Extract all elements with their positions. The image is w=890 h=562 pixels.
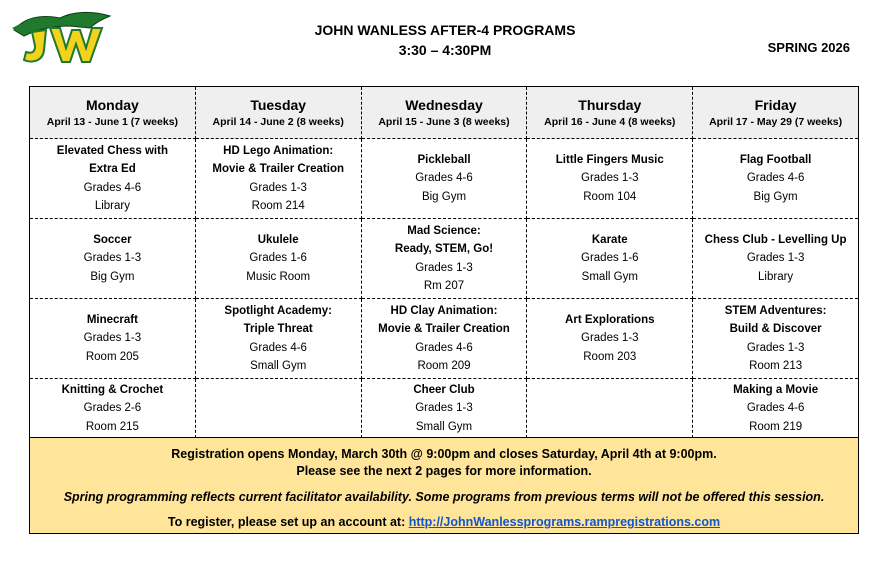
program-cell [361,139,527,219]
program-grades: Grades 4-6 [83,181,142,194]
program-room: Room 104 [583,190,637,203]
day-dates: April 14 - June 2 (8 weeks) [212,115,344,128]
program-grades: Grades 4-6 [746,402,805,415]
program-name: Flag Football [739,153,812,166]
day-dates: April 13 - June 1 (7 weeks) [46,115,179,128]
empty-cell [527,379,693,439]
program-name: Minecraft [86,313,138,326]
program-name: STEM Adventures: [724,304,827,317]
program-cell [527,299,693,379]
program-name: Karate [591,233,628,246]
program-room: Room 205 [85,350,139,363]
registration-notice [29,437,859,534]
table-row [30,379,859,439]
day-header-tuesday [195,87,361,139]
day-header-wednesday [361,87,527,139]
program-room: Library [758,270,794,283]
program-cell [693,219,859,299]
program-name: Mad Science: [407,224,481,237]
program-cell [361,379,527,439]
program-room: Big Gym [421,190,467,203]
title-line-1: JOHN WANLESS AFTER-4 PROGRAMS [314,22,576,38]
day-name: Thursday [578,96,642,113]
day-dates: April 16 - June 4 (8 weeks) [544,115,676,128]
program-name: Extra Ed [89,163,136,175]
program-grades: Grades 2-6 [83,402,142,415]
program-cell [693,379,859,439]
empty-cell [195,379,361,439]
program-cell [30,219,196,299]
program-room: Music Room [246,270,311,283]
program-room: Small Gym [581,270,638,283]
program-cell [527,219,693,299]
program-cell [195,139,361,219]
table-row [30,139,859,219]
program-cell [30,299,196,379]
program-cell [361,299,527,379]
program-grades: Grades 1-3 [415,261,473,274]
program-name: Art Explorations [565,313,655,326]
program-room: Small Gym [250,360,307,372]
program-cell [693,139,859,219]
day-dates: April 15 - June 3 (8 weeks) [378,115,510,128]
day-name: Tuesday [250,96,307,113]
program-grades: Grades 1-3 [249,181,307,194]
program-room: Rm 207 [423,280,465,292]
day-name: Friday [754,96,797,113]
program-name: Ready, STEM, Go! [394,243,494,255]
notice-registration-dates: Registration opens Monday, March 30th @ 9:00pm and closes Saturday, April 4th at 9:00pm. [171,447,717,461]
program-room: Room 213 [749,360,803,372]
program-cell [195,299,361,379]
program-name: Making a Movie [733,383,819,396]
program-grades: Grades 1-3 [581,332,639,345]
day-name: Monday [85,96,139,113]
day-header-friday [693,87,859,139]
day-name: Wednesday [405,96,483,113]
program-name: Pickleball [417,153,471,166]
table-row [30,299,859,379]
program-cell [527,139,693,219]
logo-text: JW [10,8,12,9]
program-room: Big Gym [90,270,135,283]
notice-register-prefix: To register, please set up an account at: [167,515,409,529]
program-name: Little Fingers Music [555,153,664,166]
notice-register-line [30,514,858,531]
program-name: Chess Club - Levelling Up [704,233,847,246]
schedule-table [29,86,859,439]
program-grades: Grades 4-6 [249,341,307,354]
program-room: Library [94,200,130,212]
program-grades: Grades 1-3 [83,332,142,345]
program-grades: Grades 4-6 [746,172,805,185]
program-name: Build & Discover [729,323,822,335]
program-grades: Grades 1-6 [581,252,639,265]
title-line-2: 3:30 – 4:30PM [398,42,492,58]
header-row [30,87,859,139]
notice-more-info: Please see the next 2 pages for more information. [296,464,592,478]
program-room: Small Gym [415,420,473,433]
program-grades: Grades 4-6 [415,172,473,185]
program-cell [195,219,361,299]
program-name: Knitting & Crochet [61,383,164,396]
day-dates: April 17 - May 29 (7 weeks) [709,115,843,128]
program-name: HD Clay Animation: [390,304,498,317]
program-room: Room 214 [251,200,305,212]
program-cell [30,379,196,439]
program-name: HD Lego Animation: [223,144,334,157]
program-grades: Grades 1-3 [83,252,142,265]
program-name: Spotlight Academy: [224,304,332,317]
program-room: Room 215 [85,420,139,433]
program-name: Elevated Chess with [56,144,168,157]
program-grades: Grades 1-3 [746,252,805,265]
day-header-monday [30,87,196,139]
page-title [0,20,890,60]
table-row [30,219,859,299]
program-room: Room 203 [583,350,637,363]
program-name: Soccer [93,233,132,246]
program-grades: Grades 1-6 [249,252,307,265]
program-name: Triple Threat [243,323,313,335]
notice-availability: Spring programming reflects current facilitator availability. Some programs from previous terms will not be offered this session. [63,490,825,504]
program-room: Room 209 [417,360,471,372]
program-cell [30,139,196,219]
day-header-thursday [527,87,693,139]
program-cell [693,299,859,379]
program-name: Ukulele [257,233,299,246]
program-grades: Grades 1-3 [746,341,805,354]
program-grades: Grades 1-3 [581,172,639,185]
program-grades: Grades 1-3 [415,402,473,415]
program-room: Big Gym [753,190,798,203]
registration-link[interactable]: http://JohnWanlessprograms.rampregistrations.com [408,515,721,529]
program-room: Room 219 [749,420,803,433]
program-grades: Grades 4-6 [415,341,473,354]
program-name: Movie & Trailer Creation [212,163,345,175]
program-cell [361,219,527,299]
program-name: Cheer Club [413,383,475,396]
season-label: SPRING 2026 [767,40,850,55]
program-name: Movie & Trailer Creation [378,323,510,335]
